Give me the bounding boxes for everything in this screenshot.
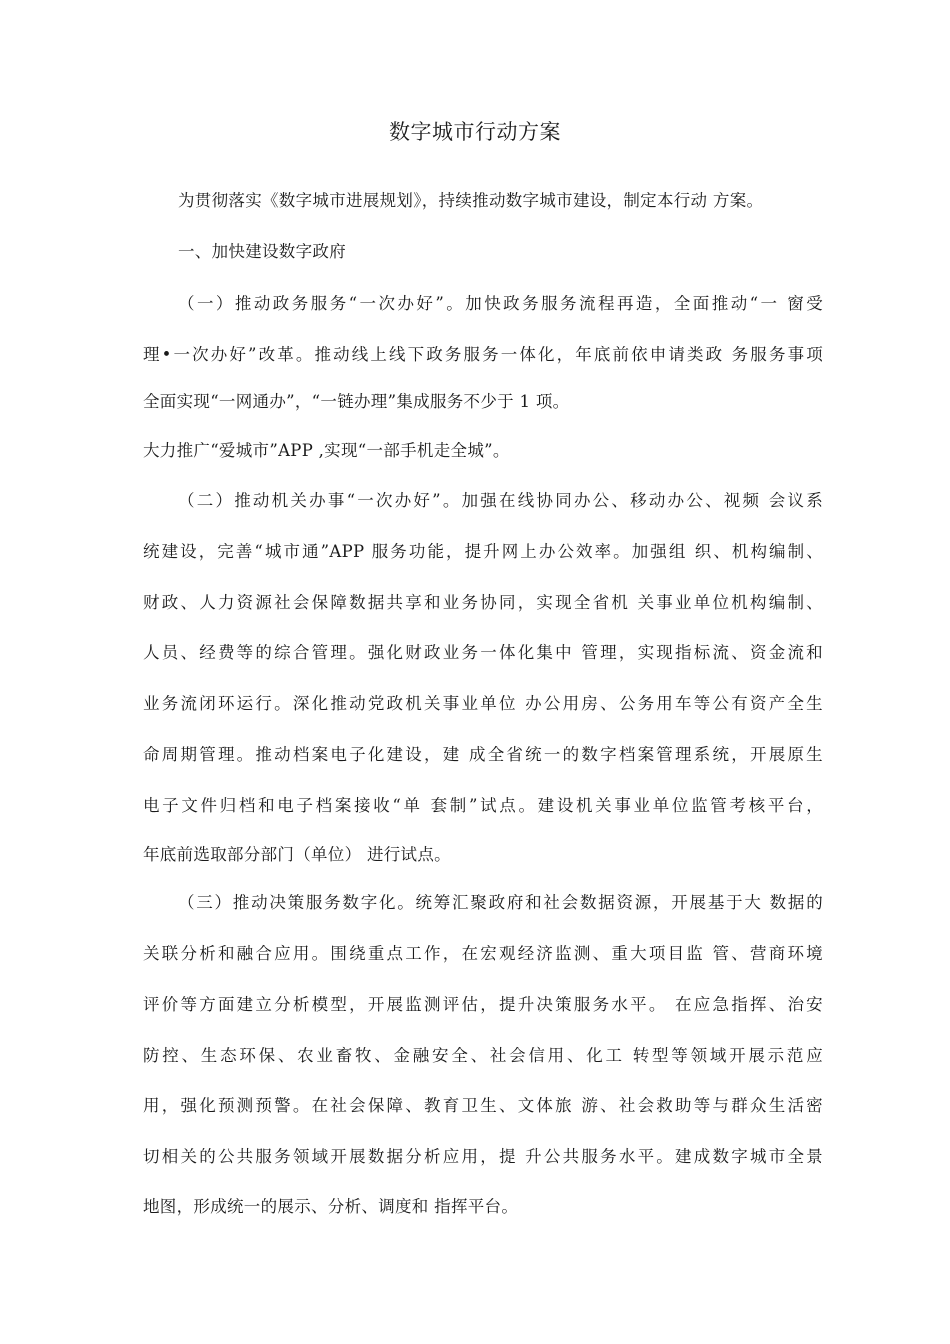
paragraph-line: 财政、人力资源社会保障数据共享和业务协同，实现全省机 关事业单位机构编制、 [143,593,823,612]
paragraph-line: 电子文件归档和电子档案接收“单 套制”试点。建设机关事业单位监管考核平台， [143,796,823,815]
paragraph-line: （一）推动政务服务“一次办好”。加快政务服务流程再造，全面推动“一 窗受 [178,294,823,313]
paragraph-line: （三）推动决策服务数字化。统筹汇聚政府和社会数据资源，开展基于大 数据的 [178,893,823,912]
paragraph-line: 业务流闭环运行。深化推动党政机关事业单位 办公用房、公务用车等公有资产全生 [143,694,823,713]
paragraph-line: 命周期管理。推动档案电子化建设，建 成全省统一的数字档案管理系统，开展原生 [143,745,823,764]
paragraph-line: （二）推动机关办事“一次办好”。加强在线协同办公、移动办公、视频 会议系 [178,491,823,510]
paragraph-line: 评价等方面建立分析模型，开展监测评估，提升决策服务水平。 在应急指挥、治安 [143,995,823,1014]
paragraph-line: 切相关的公共服务领域开展数据分析应用，提 升公共服务水平。建成数字城市全景 [143,1147,823,1166]
paragraph-line: 用，强化预测预警。在社会保障、教育卫生、文体旅 游、社会救助等与群众生活密 [143,1096,823,1115]
section-heading-1: 一、加快建设数字政府 [178,242,346,261]
paragraph-line: 大力推广“爱城市”APP ,实现“一部手机走全城”。 [143,441,510,460]
paragraph-line: 全面实现“一网通办”，“一链办理”集成服务不少于 1 项。 [143,392,570,411]
paragraph-line: 理•一次办好”改革。推动线上线下政务服务一体化，年底前依申请类政 务服务事项 [143,345,823,364]
paragraph-line: 统建设，完善“城市通”APP 服务功能，提升网上办公效率。加强组 织、机构编制、 [143,542,823,561]
paragraph-intro: 为贯彻落实《数字城市进展规划》，持续推动数字城市建设，制定本行动 方案。 [178,191,764,210]
paragraph-line: 年底前选取部分部门（单位） 进行试点。 [143,845,451,864]
document-title: 数字城市行动方案 [389,120,561,144]
paragraph-line: 防控、生态环保、农业畜牧、金融安全、社会信用、化工 转型等领域开展示范应 [143,1046,823,1065]
paragraph-line: 地图，形成统一的展示、分析、调度和 指挥平台。 [143,1197,519,1216]
paragraph-line: 人员、经费等的综合管理。强化财政业务一体化集中 管理，实现指标流、资金流和 [143,643,823,662]
paragraph-line: 关联分析和融合应用。围绕重点工作，在宏观经济监测、重大项目监 管、营商环境 [143,944,823,963]
